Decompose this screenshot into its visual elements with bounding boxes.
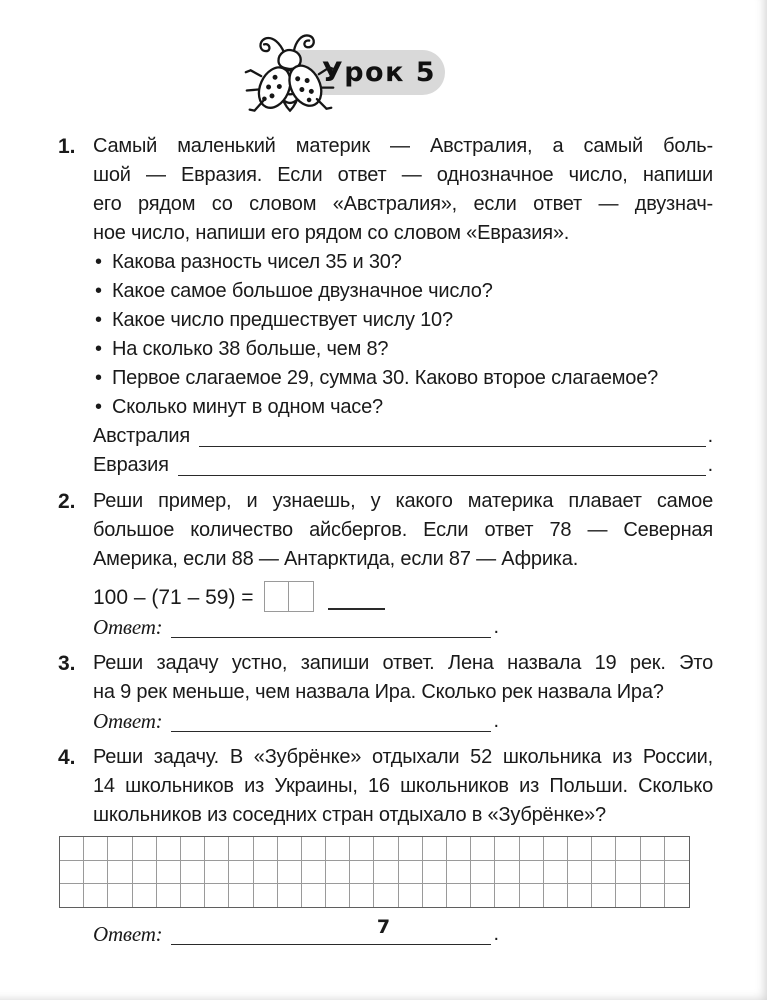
grid-cell[interactable]: [616, 860, 640, 883]
answer-line-australia: [93, 422, 713, 451]
equation-answer-boxes: [264, 581, 314, 612]
grid-cell[interactable]: [665, 860, 689, 883]
text-line: Самый маленький материк — Австралия, а самый боль-: [93, 135, 713, 157]
question-item: • Какое число предшествует числу 10?: [93, 306, 713, 335]
exercise-2: [58, 487, 713, 642]
answer-blank[interactable]: [171, 637, 491, 638]
question-item: • Сколько минут в одном часе?: [93, 393, 713, 422]
grid-cell[interactable]: [471, 837, 495, 860]
exercise-number: 4.: [58, 746, 76, 769]
grid-cell[interactable]: [60, 837, 84, 860]
answer-blank[interactable]: [178, 475, 706, 476]
grid-cell[interactable]: [278, 860, 302, 883]
grid-cell[interactable]: [302, 860, 326, 883]
text-line: Реши задачу устно, запиши ответ. Лена назвала 19 рек. Это: [93, 652, 713, 674]
answer-label: Ответ:: [93, 709, 163, 733]
exercise-text: [93, 487, 713, 574]
grid-cell[interactable]: [205, 883, 229, 906]
grid-cell[interactable]: [254, 883, 278, 906]
exercise-1: [58, 132, 713, 480]
exercise-text: [93, 743, 713, 830]
text-line: ное число, напиши его рядом со словом «Евразия».: [93, 222, 570, 244]
question-item: • Первое слагаемое 29, сумма 30. Каково второе слагаемое?: [93, 364, 713, 393]
grid-cell[interactable]: [181, 860, 205, 883]
exercise-number: 3.: [58, 652, 76, 675]
grid-cell[interactable]: [520, 860, 544, 883]
grid-cell[interactable]: [84, 883, 108, 906]
grid-cell[interactable]: [374, 860, 398, 883]
ladybug-icon: [240, 30, 340, 126]
grid-cell[interactable]: [108, 860, 132, 883]
grid-cell[interactable]: [254, 860, 278, 883]
grid-cell[interactable]: [374, 883, 398, 906]
grid-cell[interactable]: [302, 883, 326, 906]
grid-cell[interactable]: [544, 883, 568, 906]
grid-cell[interactable]: [544, 837, 568, 860]
grid-cell[interactable]: [423, 837, 447, 860]
grid-cell[interactable]: [592, 860, 616, 883]
equation-row: [93, 576, 713, 612]
text-line: на 9 рек меньше, чем назвала Ира. Сколько рек назвала Ира?: [93, 681, 664, 703]
exercise-3: [58, 649, 713, 736]
page-number: 7: [376, 916, 391, 938]
grid-cell[interactable]: [350, 837, 374, 860]
grid-cell[interactable]: [133, 860, 157, 883]
grid-cell[interactable]: [568, 883, 592, 906]
grid-cell[interactable]: [423, 860, 447, 883]
page-footer: [0, 916, 767, 938]
answer-blank[interactable]: [199, 446, 706, 447]
exercise-list: [58, 132, 713, 949]
answer-label: Ответ:: [93, 615, 163, 639]
grid-cell[interactable]: [157, 883, 181, 906]
exercise-number: 2.: [58, 490, 76, 513]
grid-cell[interactable]: [133, 883, 157, 906]
question-item: • Какое самое большое двузначное число?: [93, 277, 713, 306]
line-period: .: [707, 454, 713, 476]
grid-cell[interactable]: [592, 837, 616, 860]
grid-cell[interactable]: [641, 860, 665, 883]
grid-cell[interactable]: [592, 883, 616, 906]
exercise-text: [93, 649, 713, 707]
grid-cell[interactable]: [495, 860, 519, 883]
answer-box[interactable]: [264, 581, 289, 612]
equation-expression: 100 – (71 – 59) =: [93, 586, 254, 609]
grid-cell[interactable]: [447, 883, 471, 906]
grid-cell[interactable]: [520, 883, 544, 906]
grid-cell[interactable]: [616, 837, 640, 860]
answer-line: [93, 613, 713, 642]
answer-line: [93, 707, 713, 736]
lesson-title: Урок 5: [321, 57, 437, 88]
grid-cell[interactable]: [399, 860, 423, 883]
grid-cell[interactable]: [399, 883, 423, 906]
grid-cell[interactable]: [326, 883, 350, 906]
grid-cell[interactable]: [495, 883, 519, 906]
text-line: Реши задачу. В «Зубрёнке» отдыхали 52 школьника из России,: [93, 746, 713, 768]
grid-cell[interactable]: [495, 837, 519, 860]
grid-cell[interactable]: [157, 837, 181, 860]
question-item: • Какова разность чисел 35 и 30?: [93, 248, 713, 277]
grid-cell[interactable]: [641, 883, 665, 906]
text-line: шой — Евразия. Если ответ — однозначное число, напиши: [93, 164, 713, 186]
grid-cell[interactable]: [350, 860, 374, 883]
grid-cell[interactable]: [84, 837, 108, 860]
line-period: .: [707, 425, 713, 447]
text-line: 14 школьников из Украины, 16 школьников из Польши. Сколько: [93, 775, 713, 797]
work-grid[interactable]: [59, 836, 690, 908]
grid-cell[interactable]: [350, 883, 374, 906]
grid-cell[interactable]: [205, 860, 229, 883]
grid-cell[interactable]: [326, 837, 350, 860]
grid-cell[interactable]: [520, 837, 544, 860]
text-line: его рядом со словом «Австралия», если ответ — двузнач-: [93, 193, 713, 215]
grid-cell[interactable]: [133, 837, 157, 860]
grid-cell[interactable]: [447, 860, 471, 883]
question-item: • На сколько 38 больше, чем 8?: [93, 335, 713, 364]
grid-cell[interactable]: [278, 883, 302, 906]
grid-cell[interactable]: [665, 837, 689, 860]
grid-cell[interactable]: [60, 860, 84, 883]
text-line: Америка, если 88 — Антарктида, если 87 — Африка.: [93, 548, 579, 570]
answer-box[interactable]: [289, 581, 314, 612]
grid-cell[interactable]: [616, 883, 640, 906]
answer-label: Австралия: [93, 425, 191, 447]
text-line: Реши пример, и узнаешь, у какого материка плавает самое: [93, 490, 713, 512]
line-period: .: [493, 616, 499, 638]
exercise-text: [93, 132, 713, 248]
answer-line-eurasia: [93, 451, 713, 480]
grid-cell[interactable]: [157, 860, 181, 883]
answer-blank[interactable]: [171, 731, 491, 732]
line-period: .: [493, 710, 499, 732]
grid-cell[interactable]: [181, 883, 205, 906]
text-line: большое количество айсбергов. Если ответ 78 — Северная: [93, 519, 713, 541]
grid-cell[interactable]: [423, 883, 447, 906]
answer-blank-short[interactable]: [328, 608, 385, 610]
grid-cell[interactable]: [326, 860, 350, 883]
exercise-number: 1.: [58, 135, 76, 158]
grid-cell[interactable]: [447, 837, 471, 860]
grid-cell[interactable]: [399, 837, 423, 860]
grid-cell[interactable]: [229, 860, 253, 883]
grid-cell[interactable]: [544, 860, 568, 883]
grid-cell[interactable]: [229, 837, 253, 860]
grid-cell[interactable]: [665, 883, 689, 906]
grid-cell[interactable]: [254, 837, 278, 860]
text-line: школьников из соседних стран отдыхало в «Зубрёнке»?: [93, 804, 606, 826]
grid-cell[interactable]: [471, 883, 495, 906]
grid-cell[interactable]: [278, 837, 302, 860]
grid-cell[interactable]: [181, 837, 205, 860]
grid-cell[interactable]: [568, 860, 592, 883]
line-period: .: [493, 922, 499, 945]
question-list: [93, 248, 713, 422]
grid-cell[interactable]: [374, 837, 398, 860]
answer-blank[interactable]: [171, 944, 491, 945]
grid-cell[interactable]: [229, 883, 253, 906]
page-header: [0, 24, 767, 124]
grid-cell[interactable]: [108, 883, 132, 906]
grid-cell[interactable]: [84, 860, 108, 883]
grid-cell[interactable]: [471, 860, 495, 883]
grid-cell[interactable]: [302, 837, 326, 860]
grid-cell[interactable]: [641, 837, 665, 860]
grid-cell[interactable]: [205, 837, 229, 860]
grid-cell[interactable]: [568, 837, 592, 860]
grid-cell[interactable]: [108, 837, 132, 860]
answer-label: Евразия: [93, 454, 169, 476]
grid-cell[interactable]: [60, 883, 84, 906]
answer-label: Ответ:: [93, 921, 163, 946]
